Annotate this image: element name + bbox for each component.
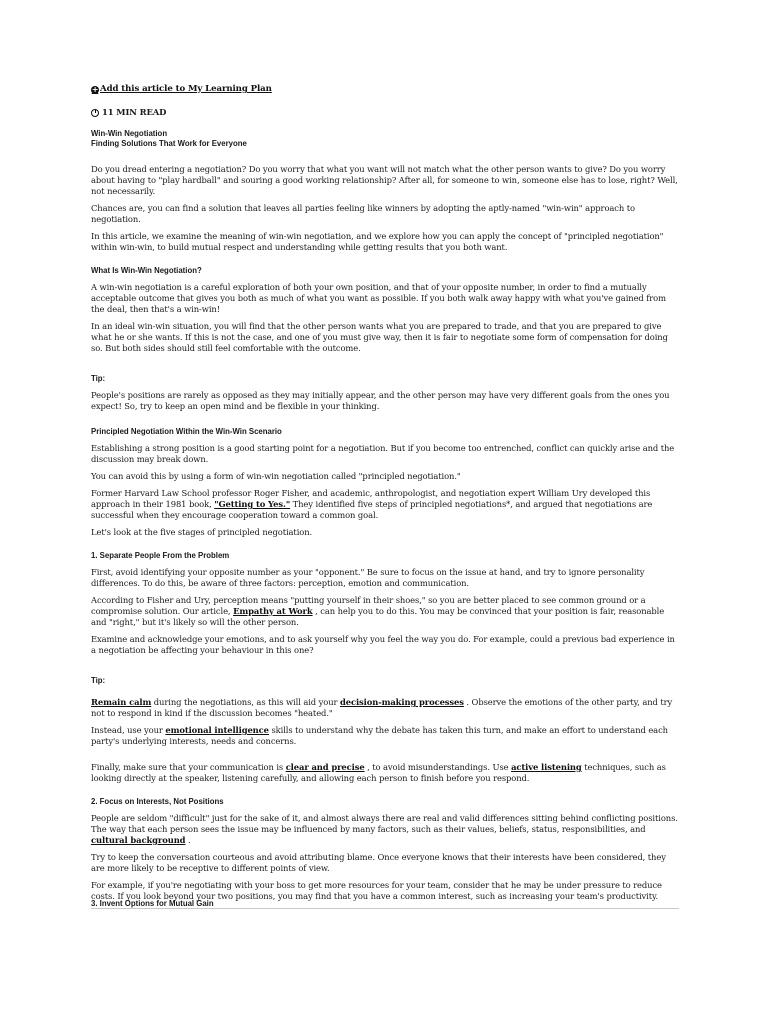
text-span: , to avoid misunderstandings. Use [364,762,512,772]
step2-paragraph-2: Try to keep the conversation courteous and avoid attributing blame. Once everyone knows that their interests have been considered, they are more likely to be receptive to different points of view. [91,852,666,873]
text-span: . Observe the emotions of the other party, and try not to respond in kind if the discussion becomes "heated." [91,697,673,718]
read-time [91,107,679,118]
tip-label: Tip: [91,676,106,685]
step1-paragraph-1: First, avoid identifying your opposite number as your "opponent." Be sure to focus on the issue at hand, and try to ignore personality differences. To do this, be aware of three factors: perception, emotion and communication. [91,567,645,588]
tip-label: Tip: [91,374,106,383]
text-span: skills to understand why the debate has taken this turn, and make an effort to understand each party's underlying interests, needs and concerns. [91,725,668,746]
step-heading: 3. Invent Options for Mutual Gain [91,899,214,908]
decision-making-link[interactable]: decision-making processes [339,697,464,707]
section1-paragraph-1: A win-win negotiation is a careful exploration of both your own position, and that of your opposite number, in order to find a mutually acceptable outcome that gives you both as much of what you want as possible. If you both walk away happy with what you've gained from the deal, then that's a win-win! [91,282,666,314]
text-span: People are seldom "difficult" just for the sake of it, and almost always there are real and valid differences sitting behind conflicting positions. The way that each person sees the issue may be influenced by many factors, such as their values, beliefs, status, responsibilities, and [91,813,678,834]
read-time-label: 11 MIN READ [102,107,167,117]
add-plan-label[interactable]: Add this article to My Learning Plan [100,84,272,94]
text-span: techniques, such as looking directly at the speaker, listening carefully, and allowing each person to finish before you respond. [91,762,666,783]
add-to-learning-plan-link[interactable] [91,84,679,95]
tip2-paragraph-2 [91,725,679,747]
text-span: . [185,835,191,845]
intro-paragraph-1: Do you dread entering a negotiation? Do you worry that what you want will not match what the other person wants to give? Do you worry about having to "play hardball" and souring a good working relationship? After all, for someone to win, someone else has to lose, right? Well, not necessarily. [91,164,678,196]
text-span: According to Fisher and Ury, perception means "putting yourself in their shoes," so you are better placed to see common ground or a compromise solution. Our article, [91,595,646,616]
step1-paragraph-3: Examine and acknowledge your emotions, and to ask yourself why you feel the way you do. For example, could a previous bad experience in a negotiation be affecting your behaviour in this one? [91,634,675,655]
section2-paragraph-1: Establishing a strong position is a good starting point for a negotiation. But if you become too entrenched, conflict can quickly arise and the discussion may break down. [91,443,675,464]
section-heading: Principled Negotiation Within the Win-Win Scenario [91,427,282,436]
clock-icon [91,109,99,117]
cultural-background-link[interactable]: cultural background [91,835,186,845]
text-span: Finally, make sure that your communication is [91,762,286,772]
step2-paragraph-3: For example, if you're negotiating with your boss to get more resources for your team, consider that he may be under pressure to reduce costs. If you look beyond your two positions, you may find that you have a common interest, such as increasing your team's productivity. [91,880,662,901]
article-subtitle: Finding Solutions That Work for Everyone [91,139,247,148]
emotional-intelligence-link[interactable]: emotional intelligence [165,725,269,735]
section2-paragraph-2: You can avoid this by using a form of win-win negotiation called "principled negotiation." [91,471,461,481]
page-divider [91,908,679,909]
article-page [91,84,679,902]
section1-paragraph-2: In an ideal win-win situation, you will find that the other person wants what you are prepared to trade, and that you are prepared to give what he or she wants. If this is not the case, and one of you must give way, then it is fair to negotiate some form of compensation for doing so. But both sides should still feel comfortable with the outcome. [91,321,668,353]
intro-paragraph-2: Chances are, you can find a solution that leaves all parties feeling like winners by adopting the aptly-named "win-win" approach to negotiation. [91,203,635,224]
remain-calm-link[interactable]: Remain calm [91,697,152,707]
step2-paragraph-1 [91,813,679,846]
step1-paragraph-4 [91,762,679,784]
active-listening-link[interactable]: active listening [511,762,582,772]
clear-and-precise-link[interactable]: clear and precise [285,762,365,772]
text-span: , can help you to do this. You may be convinced that your position is fair, reasonable and "right," but it's likely so will the other person. [91,606,665,627]
text-span: They identified five steps of principled negotiations*, and argued that negotiations are successful when they encourage cooperation toward a common goal. [91,499,653,520]
text-span: Instead, use your [91,725,166,735]
getting-to-yes-link[interactable]: "Getting to Yes." [214,499,291,509]
intro-paragraph-3: In this article, we examine the meaning of win-win negotiation, and we explore how you can apply the concept of "principled negotiation" within win-win, to build mutual respect and understanding while getting results that you both want. [91,231,664,252]
step-heading: 1. Separate People From the Problem [91,551,230,560]
section2-paragraph-4: Let's look at the five stages of principled negotiation. [91,527,313,537]
plus-circle-icon: + [91,84,99,94]
section2-paragraph-3 [91,488,679,521]
article-title: Win-Win Negotiation [91,129,168,138]
tip2-paragraph-1 [91,697,679,719]
text-span: during the negotiations, as this will aid your [151,697,340,707]
step-heading: 2. Focus on Interests, Not Positions [91,797,224,806]
empathy-at-work-link[interactable]: Empathy at Work [233,606,313,616]
section-heading: What Is Win-Win Negotiation? [91,266,202,275]
text-span: Former Harvard Law School professor Roger Fisher, and academic, anthropologist, and negotiation expert William Ury developed this approach in their 1981 book, [91,488,651,509]
tip1-text: People's positions are rarely as opposed as they may initially appear, and the other person may have very different goals from the ones you expect! So, try to keep an open mind and be flexible in your thinking. [91,390,670,411]
step1-paragraph-2 [91,595,679,628]
